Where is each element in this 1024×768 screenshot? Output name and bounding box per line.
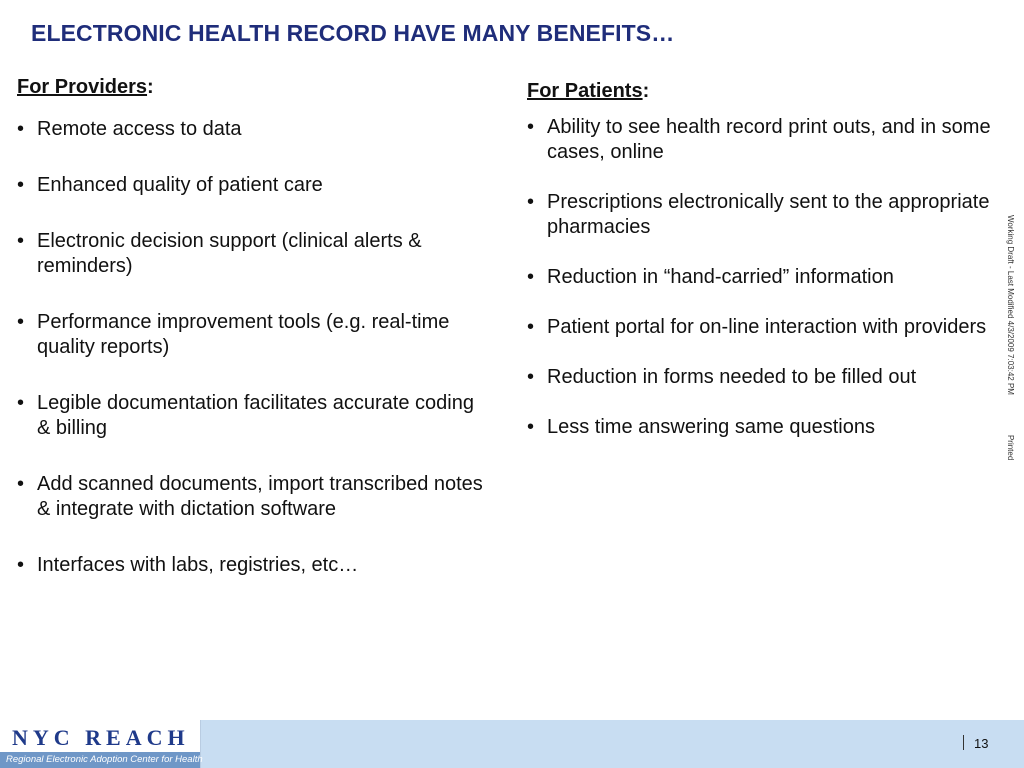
nyc-reach-logo [0, 720, 201, 768]
divider [963, 735, 964, 750]
list-item [527, 415, 997, 440]
providers-heading-colon: : [147, 76, 154, 98]
providers-heading-label: For Providers [17, 76, 148, 98]
list-item-text: Electronic decision support (clinical alerts & reminders) [37, 230, 422, 277]
bullet-icon: • [527, 366, 535, 388]
bullet-icon: • [527, 416, 535, 438]
draft-modified-text: Working Draft - Last Modified 4/3/2009 7:03:42 PM [1006, 215, 1015, 395]
list-item-text: Performance improvement tools (e.g. real-time quality reports) [37, 311, 450, 358]
list-item-text: Less time answering same questions [547, 416, 875, 438]
bullet-icon: • [17, 392, 25, 414]
list-item-text: Patient portal for on-line interaction with providers [547, 316, 987, 338]
draft-side-note [1006, 215, 1015, 460]
patients-list [527, 115, 997, 440]
page-number-area [963, 735, 988, 751]
list-item [527, 365, 997, 390]
bullet-icon: • [17, 118, 25, 140]
logo-subtitle: Regional Electronic Adoption Center for Health [0, 752, 200, 768]
patients-heading [527, 78, 997, 104]
providers-heading [17, 74, 487, 100]
list-item [527, 115, 997, 165]
bullet-icon: • [527, 316, 535, 338]
bullet-icon: • [527, 191, 535, 213]
patients-heading-label: For Patients [527, 80, 643, 102]
list-item-text: Ability to see health record print outs, and in some cases, online [547, 116, 991, 163]
list-item [17, 173, 487, 198]
bullet-icon: • [527, 266, 535, 288]
bullet-icon: • [17, 473, 25, 495]
providers-column [17, 74, 487, 609]
footer-band [0, 720, 1024, 768]
logo-wordmark: NYC REACH [12, 725, 190, 750]
list-item-text: Prescriptions electronically sent to the appropriate pharmacies [547, 191, 990, 238]
list-item [17, 310, 487, 360]
list-item [17, 229, 487, 279]
list-item-text: Add scanned documents, import transcribed notes & integrate with dictation software [37, 473, 483, 520]
list-item [527, 265, 997, 290]
slide-title: ELECTRONIC HEALTH RECORD HAVE MANY BENEFITS… [31, 20, 675, 46]
list-item [17, 553, 487, 578]
patients-column [527, 78, 997, 465]
bullet-icon: • [17, 554, 25, 576]
list-item-text: Remote access to data [37, 118, 242, 140]
bullet-icon: • [527, 116, 535, 138]
list-item-text: Legible documentation facilitates accurate coding & billing [37, 392, 474, 439]
list-item-text: Enhanced quality of patient care [37, 174, 323, 196]
list-item-text: Reduction in forms needed to be filled out [547, 366, 917, 388]
list-item-text: Reduction in “hand-carried” information [547, 266, 894, 288]
bullet-icon: • [17, 174, 25, 196]
list-item [17, 472, 487, 522]
printed-text: Printed [1006, 434, 1015, 461]
list-item-text: Interfaces with labs, registries, etc… [37, 554, 359, 576]
list-item [17, 391, 487, 441]
providers-list [17, 117, 487, 578]
patients-heading-colon: : [642, 80, 650, 102]
bullet-icon: • [17, 311, 25, 333]
list-item [527, 190, 997, 240]
bullet-icon: • [17, 230, 25, 252]
page-number: 13 [974, 736, 989, 751]
list-item [527, 315, 997, 340]
list-item [17, 117, 487, 142]
